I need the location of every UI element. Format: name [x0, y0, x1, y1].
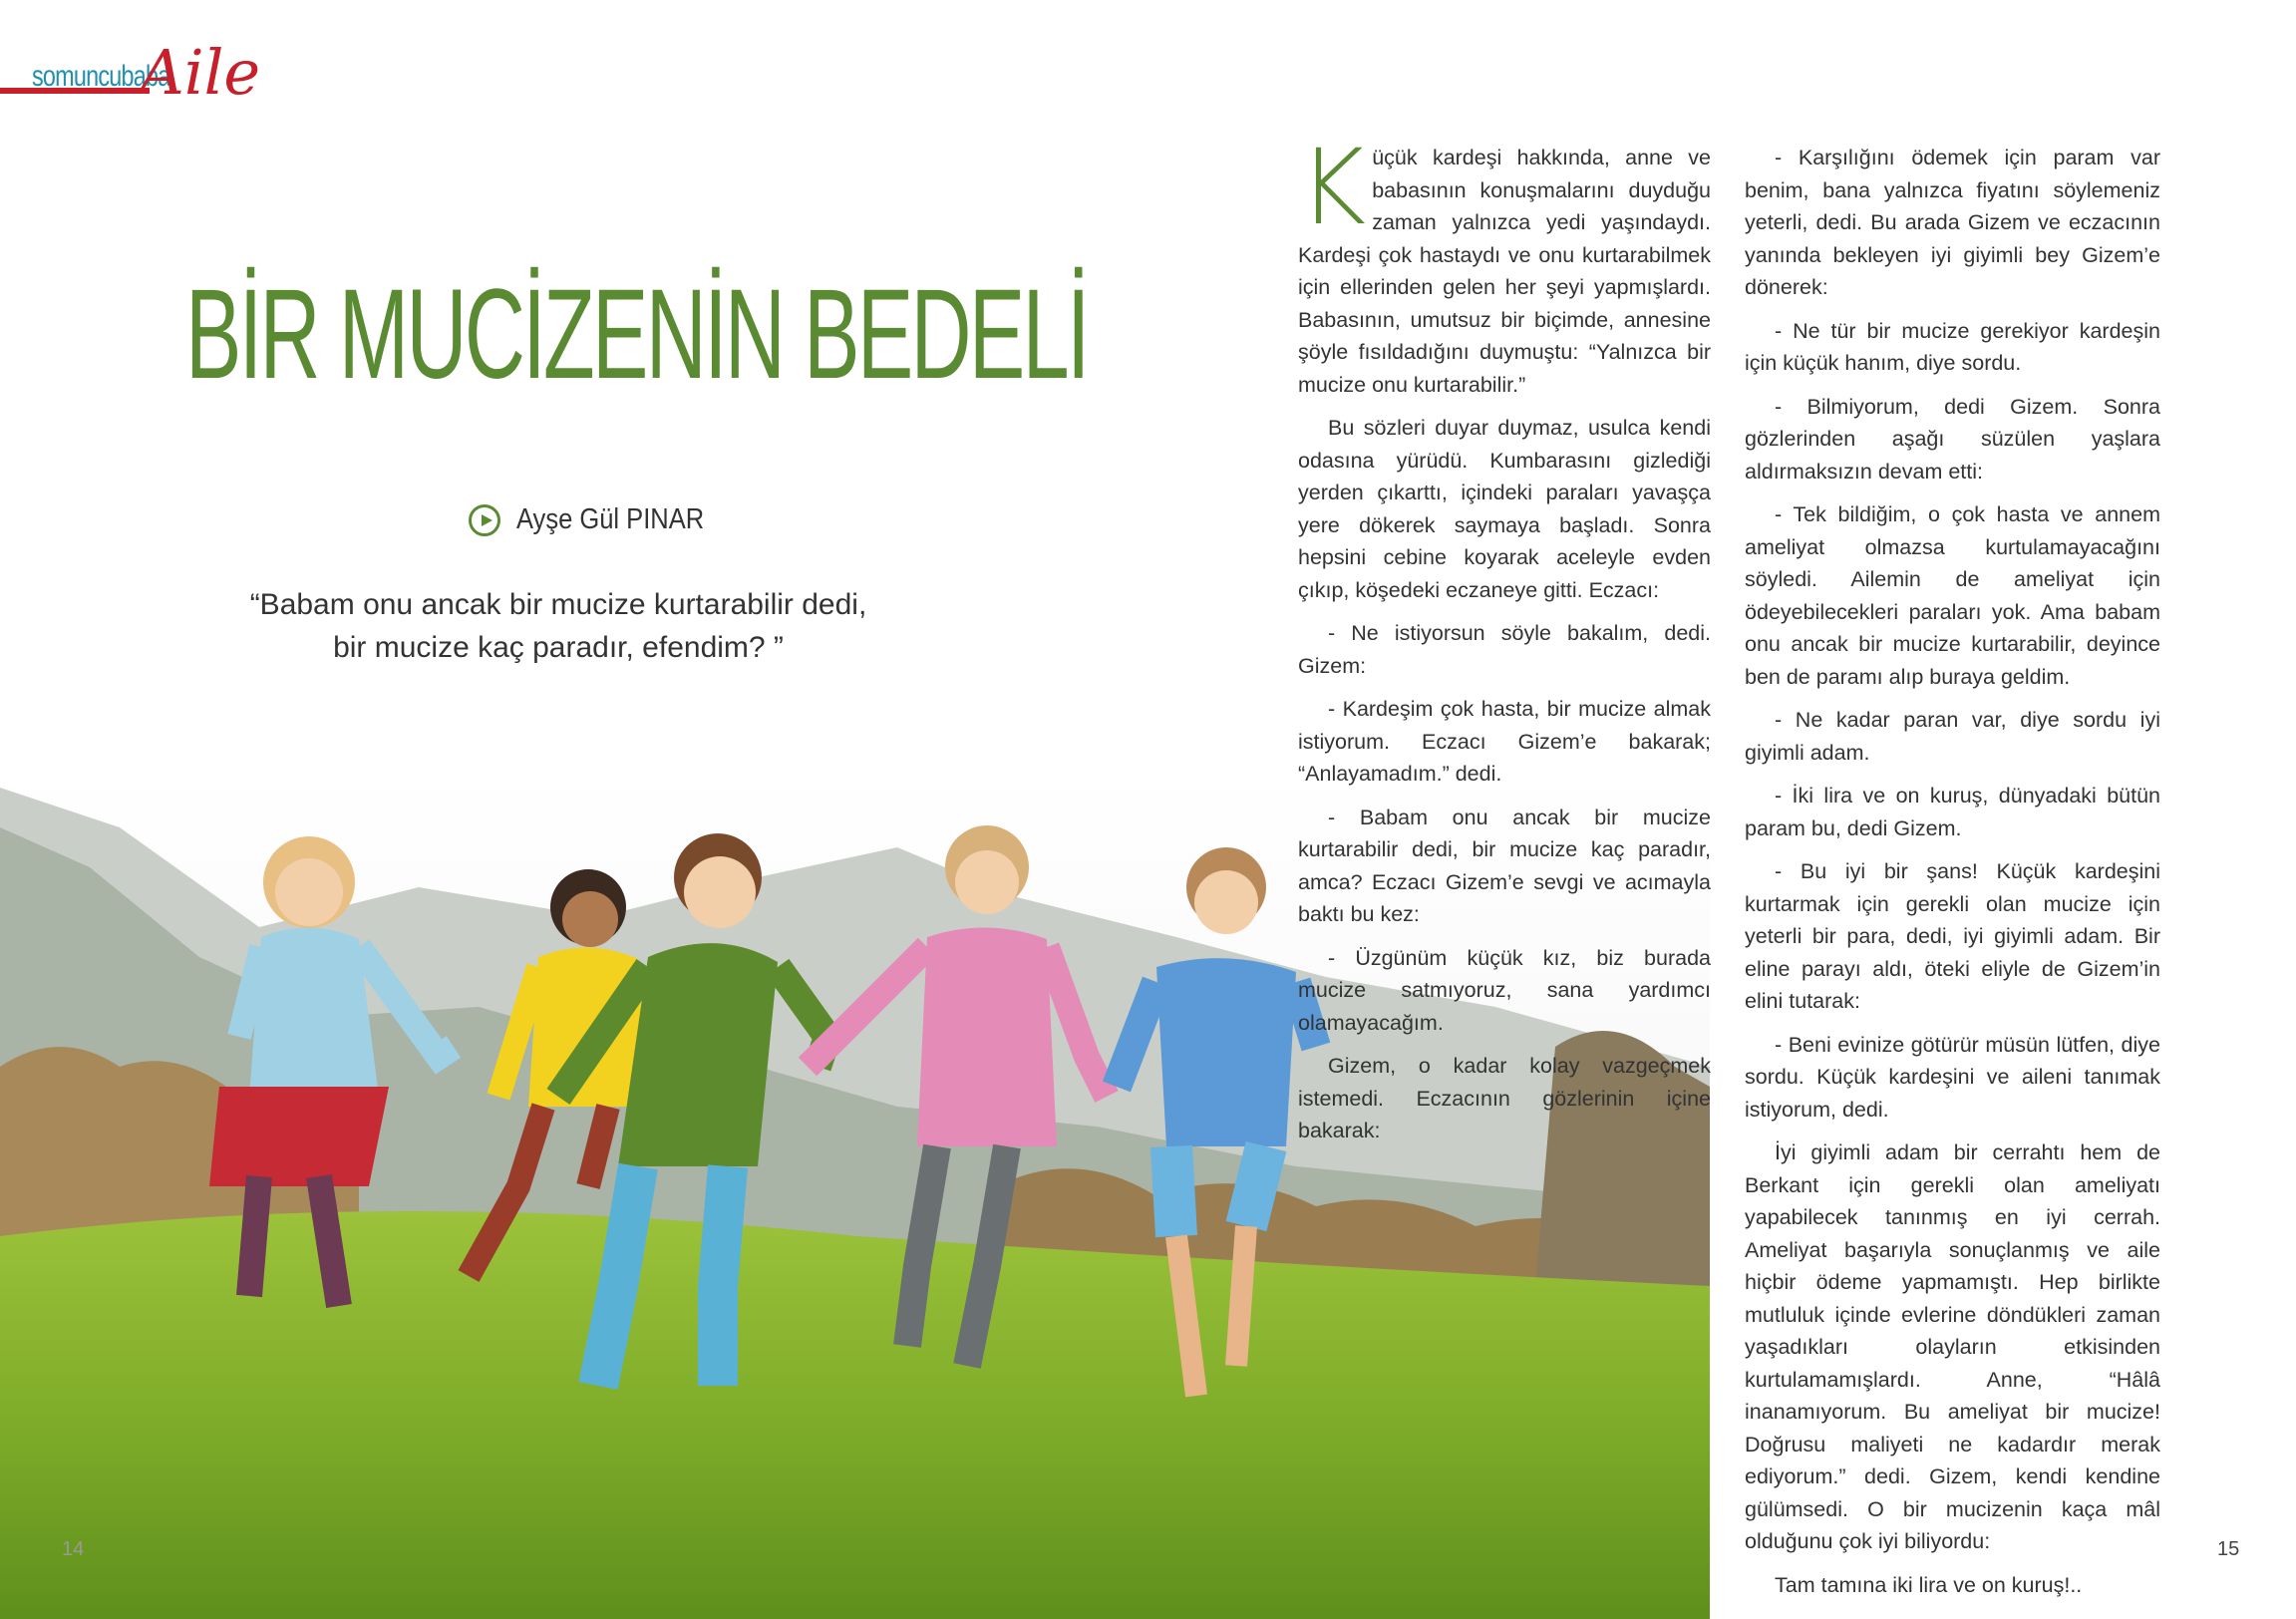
paragraph: - Bilmiyorum, dedi Gizem. Sonra gözlerinden aşağı süzülen yaşlara aldırmaksızın devam etti:: [1745, 394, 2160, 484]
play-circle-icon: [469, 504, 500, 536]
text-column-2: [1745, 142, 2160, 1612]
paragraph: - Üzgünüm küçük kız, biz burada mucize satmıyoruz, sana yardımcı olamayacağım.: [1298, 945, 1711, 1035]
author-line: [469, 503, 730, 536]
paragraph: Gizem, o kadar kolay vazgeçmek istemedi. Eczacının gözlerinin içine bakarak:: [1298, 1054, 1711, 1142]
page-number-left: 14: [62, 1538, 85, 1560]
author-name: Ayşe Gül PINAR: [516, 503, 705, 535]
paragraph: - Tek bildiğim, o çok hasta ve annem ameliyat olmazsa kurtulamayacağını söyledi. Ailemin de ameliyat için ödeyebilecekleri paraları yok. Ama babam onu ancak bir mucize kurtarabilir, deyince ben de paramı alıp buraya geldim.: [1745, 502, 2160, 689]
paragraph: - Babam onu ancak bir mucize kurtarabilir dedi, bir mucize kaç paradır, amca? Eczacı Gizem’e sevgi ve acımayla baktı bu kez:: [1298, 805, 1711, 926]
pull-quote: [249, 583, 867, 669]
drop-cap: K: [1298, 127, 1367, 248]
page-number-right: 15: [2217, 1538, 2240, 1560]
paragraph: - Karşılığını ödemek için param var benim, bana yalnızca fiyatını söylemeniz yeterli, dedi. Bu arada Gizem ve eczacının yanında bekleyen iyi giyimli bey Gizem’e dönerek:: [1745, 146, 2160, 299]
paragraph: - Beni evinize götürür müsün lütfen, diye sordu. Küçük kardeşini ve aileni tanımak istiyorum, dedi.: [1745, 1032, 2160, 1122]
logo-section: Aile: [140, 36, 261, 109]
article-title: BİR MUCİZENİN BEDELİ: [185, 263, 1088, 406]
paragraph: - Bu iyi bir şans! Küçük kardeşini kurtarmak için gerekli olan mucize için yeterli bir para, dedi, iyi giyimli adam. Bir eline parayı aldı, öteki eliyle de Gizem’in elini tutarak:: [1745, 859, 2160, 1013]
paragraph: - Ne tür bir mucize gerekiyor kardeşin için küçük hanım, diye sordu.: [1745, 318, 2160, 375]
paragraph: Bu sözleri duyar duymaz, usulca kendi odasına yürüdü. Kumbarasını gizlediği yerden çıkarttı, içindeki paraları yavaşça yere dökerek saymaya başladı. Sonra hepsini cebine koyarak aceleyle evden çıkıp, köşedeki eczaneye gitti. Eczacı:: [1298, 416, 1711, 602]
paragraph: - İki lira ve on kuruş, dünyadaki bütün param bu, dedi Gizem.: [1745, 784, 2160, 840]
paragraph: Tam tamına iki lira ve on kuruş!..: [1775, 1572, 2083, 1597]
quote-line-1: “Babam onu ancak bir mucize kurtarabilir dedi,: [249, 588, 867, 621]
paragraph: İyi giyimli adam bir cerrahtı hem de Berkant için gerekli olan ameliyatı yapabilecek tanınmış en iyi cerrah. Ameliyat başarıyla sonuçlanmış ve aile hiçbir ödeme yapmamıştı. Hep birlikte mutluluk içinde evlerine döndükleri zaman yaşadıkları olayların etkisinden kurtulamamışlardı. Anne, “Hâlâ inanamıyorum. Bu ameliyat bir mucize! Doğrusu maliyeti ne kadardır merak ediyorum.” dedi. Gizem, kendi kendine gülümsedi. O bir mucizenin kaça mâl olduğunu çok iyi biliyordu:: [1745, 1140, 2160, 1553]
magazine-logo: [0, 30, 259, 110]
logo-brand: somuncubaba: [32, 60, 170, 93]
paragraph: - Kardeşim çok hasta, bir mucize almak istiyorum. Eczacı Gizem’e bakarak; “Anlayamadım.” dedi.: [1298, 697, 1711, 786]
text-column-1: [1298, 127, 1711, 1158]
paragraph: - Ne kadar paran var, diye sordu iyi giyimli adam.: [1745, 708, 2160, 765]
quote-line-2: bir mucize kaç paradır, efendim? ”: [333, 631, 784, 664]
paragraph: [1298, 127, 1711, 401]
paragraph: - Ne istiyorsun söyle bakalım, dedi. Gizem:: [1298, 621, 1711, 678]
paragraph-text: üçük kardeşi hakkında, anne ve babasının konuşmalarını duyduğu zaman yalnızca yedi yaşındaydı. Kardeşi çok hastaydı ve onu kurtarabilmek için ellerinden gelen her şeyi yapmışlardı. Babasının, umutsuz bir biçimde, annesine şöyle fısıldadığını duymuştu: “Yalnızca bir mucize onu kurtarabilir.”: [1298, 146, 1711, 397]
